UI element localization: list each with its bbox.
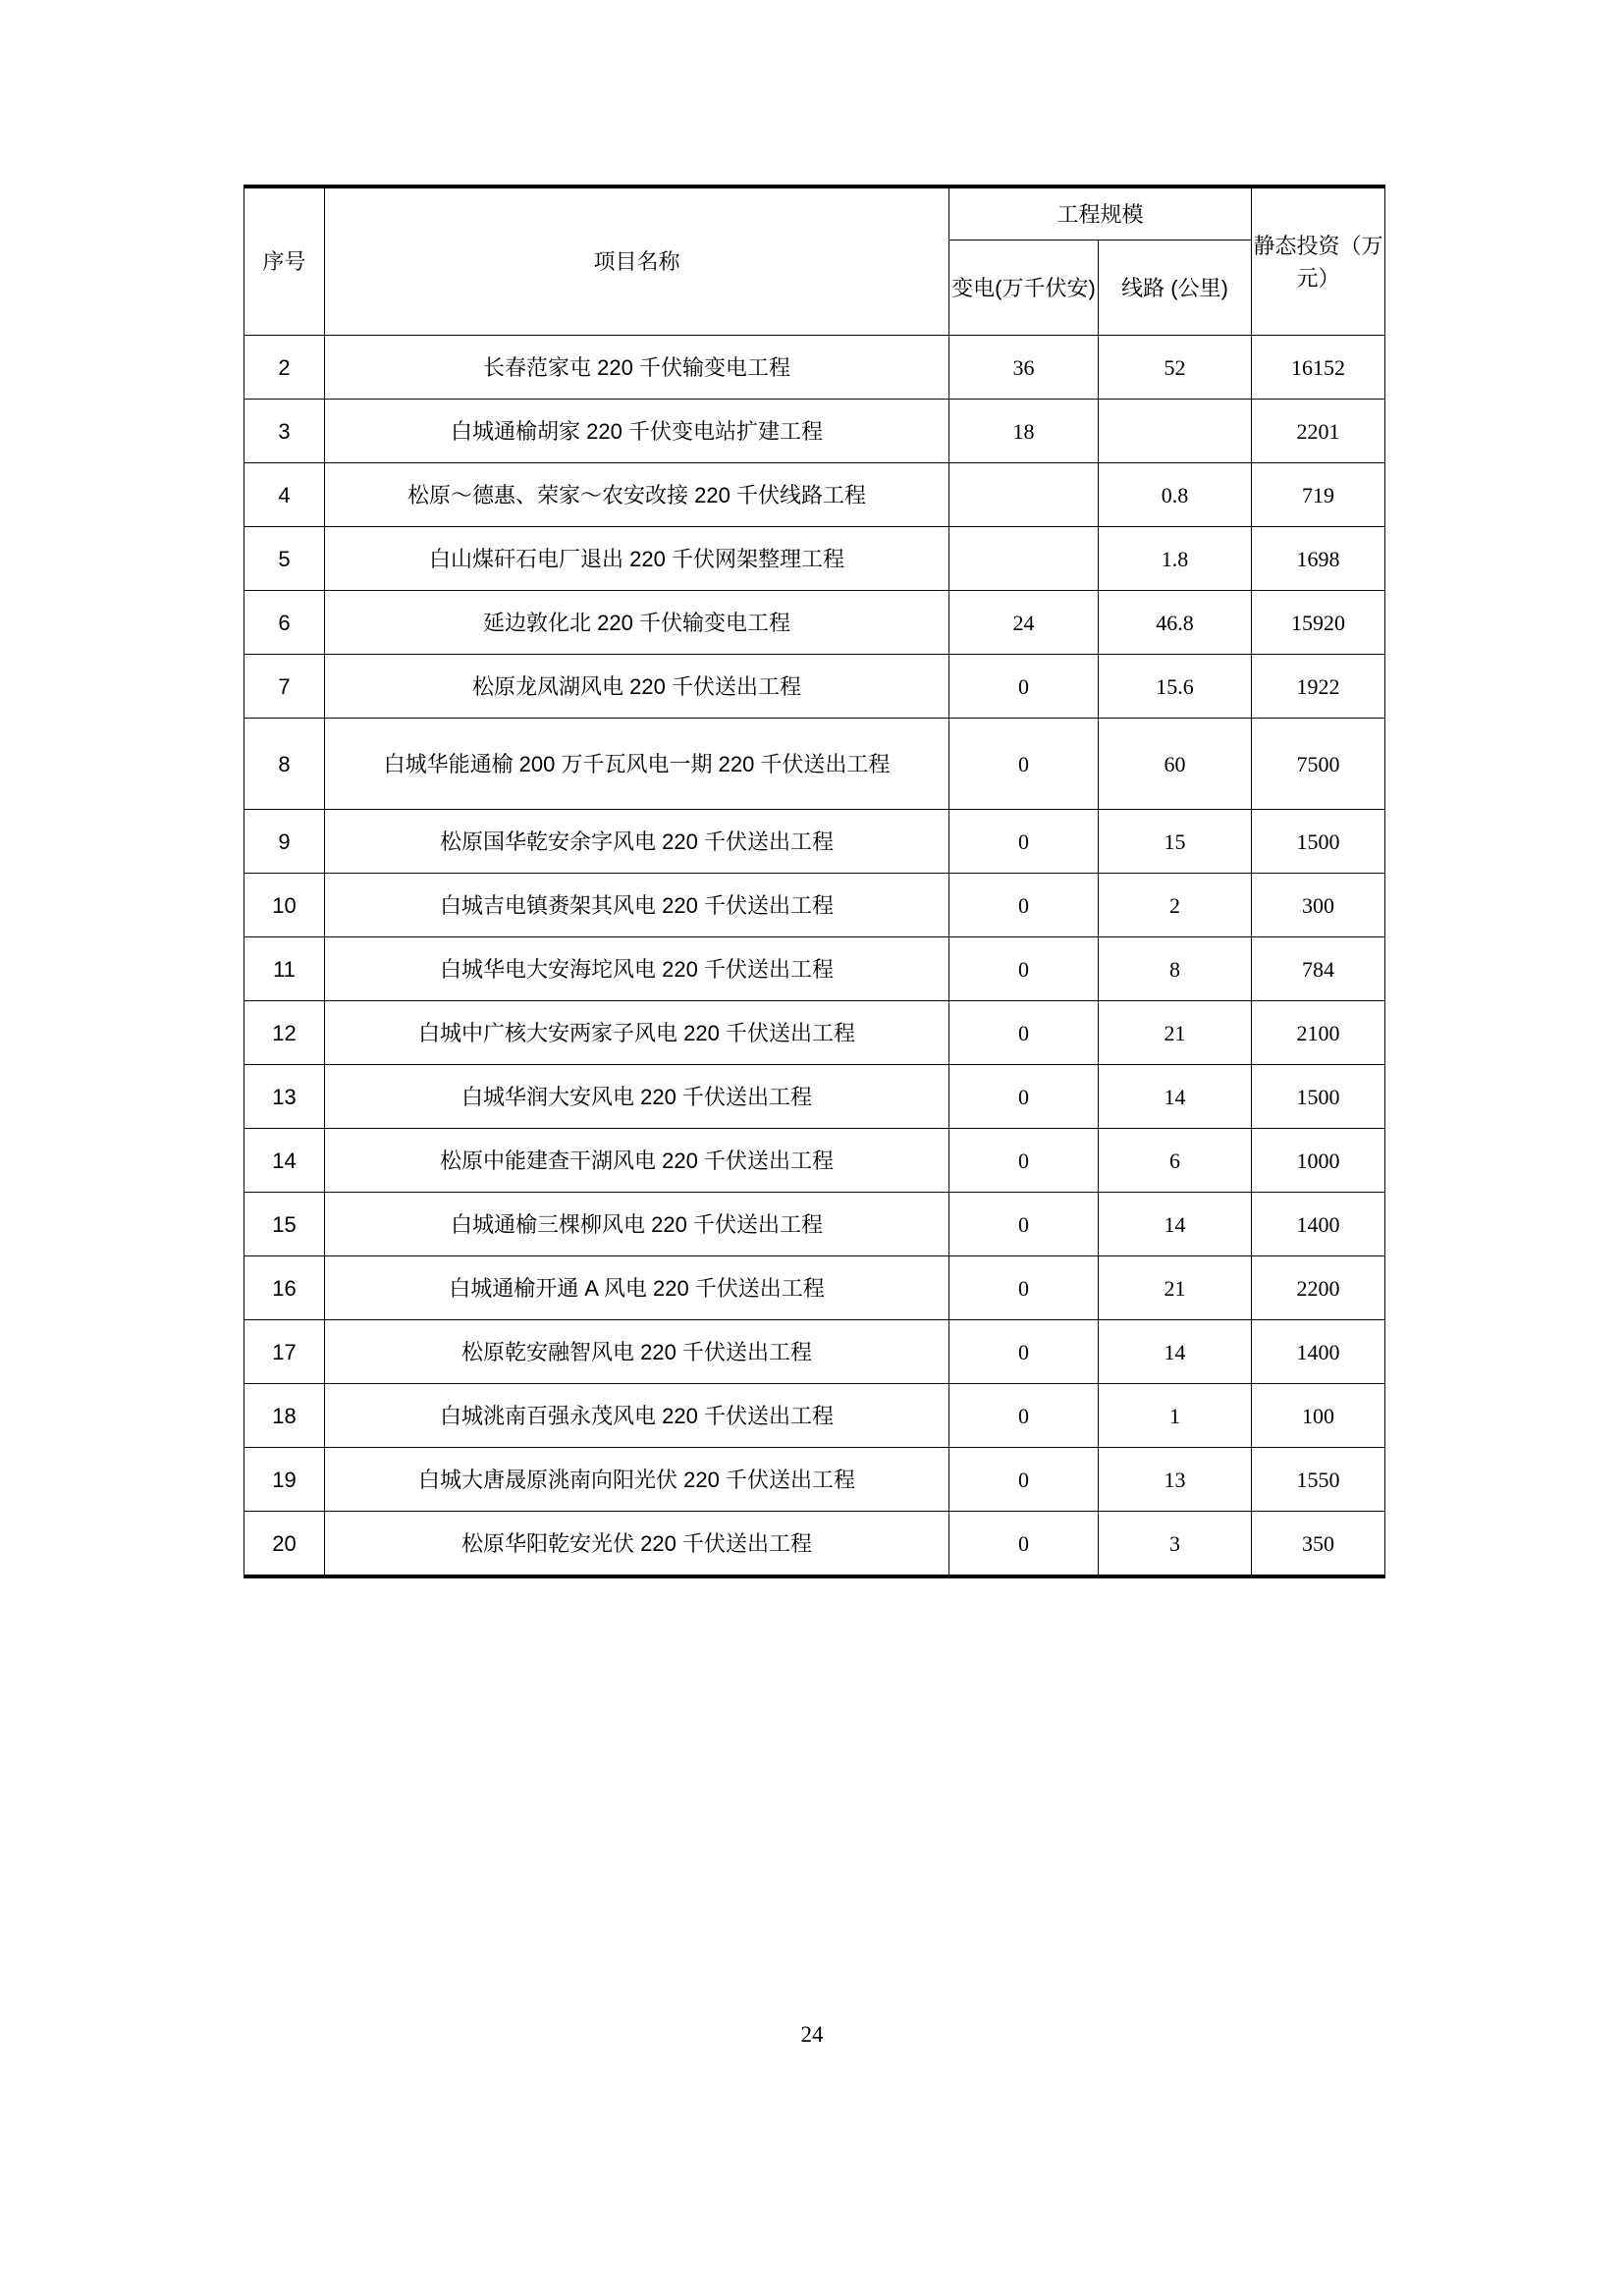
column-header-line: 线路 (公里) [1099,240,1252,336]
cell-line: 1.8 [1099,527,1252,591]
cell-substation [949,463,1099,527]
cell-name: 松原龙凤湖风电 220 千伏送出工程 [325,655,949,719]
cell-line: 8 [1099,937,1252,1001]
cell-name: 白山煤矸石电厂退出 220 千伏网架整理工程 [325,527,949,591]
cell-substation: 0 [949,1193,1099,1256]
cell-substation: 0 [949,810,1099,874]
cell-investment: 719 [1252,463,1385,527]
cell-no: 15 [244,1193,325,1256]
column-header-investment: 静态投资（万元） [1252,187,1385,336]
cell-name: 白城通榆三棵柳风电 220 千伏送出工程 [325,1193,949,1256]
cell-substation: 0 [949,1256,1099,1320]
cell-investment: 300 [1252,874,1385,937]
cell-investment: 1000 [1252,1129,1385,1193]
cell-substation: 0 [949,1129,1099,1193]
cell-name: 长春范家屯 220 千伏输变电工程 [325,336,949,400]
cell-line: 14 [1099,1320,1252,1384]
table-row [244,336,1385,400]
cell-no: 20 [244,1512,325,1577]
cell-no: 5 [244,527,325,591]
column-header-no: 序号 [244,187,325,336]
cell-investment: 1400 [1252,1320,1385,1384]
table-row [244,810,1385,874]
table-row [244,719,1385,810]
cell-investment: 100 [1252,1384,1385,1448]
cell-substation: 0 [949,1065,1099,1129]
cell-name: 白城通榆胡家 220 千伏变电站扩建工程 [325,400,949,463]
cell-name: 白城华能通榆 200 万千瓦风电一期 220 千伏送出工程 [325,719,949,810]
table-row [244,1065,1385,1129]
table-row [244,463,1385,527]
cell-investment: 784 [1252,937,1385,1001]
table-row [244,591,1385,655]
table-row [244,1384,1385,1448]
cell-investment: 1922 [1252,655,1385,719]
cell-no: 7 [244,655,325,719]
cell-name: 松原国华乾安余字风电 220 千伏送出工程 [325,810,949,874]
cell-name: 延边敦化北 220 千伏输变电工程 [325,591,949,655]
table-row [244,1001,1385,1065]
cell-investment: 15920 [1252,591,1385,655]
cell-no: 9 [244,810,325,874]
cell-no: 2 [244,336,325,400]
cell-name: 白城华电大安海坨风电 220 千伏送出工程 [325,937,949,1001]
cell-no: 6 [244,591,325,655]
table-row [244,1193,1385,1256]
cell-substation: 36 [949,336,1099,400]
cell-name: 松原中能建查干湖风电 220 千伏送出工程 [325,1129,949,1193]
column-header-scale-group: 工程规模 [949,187,1252,240]
table-row [244,1512,1385,1577]
cell-substation: 0 [949,1512,1099,1577]
cell-no: 10 [244,874,325,937]
cell-investment: 1500 [1252,1065,1385,1129]
cell-line: 1 [1099,1384,1252,1448]
table-row [244,1129,1385,1193]
cell-line: 21 [1099,1001,1252,1065]
cell-substation: 0 [949,1001,1099,1065]
cell-line: 21 [1099,1256,1252,1320]
cell-line: 2 [1099,874,1252,937]
table-header-row-1 [244,187,1385,240]
cell-name: 松原华阳乾安光伏 220 千伏送出工程 [325,1512,949,1577]
cell-line: 60 [1099,719,1252,810]
table-header [244,187,1385,336]
cell-name: 白城通榆开通 A 风电 220 千伏送出工程 [325,1256,949,1320]
table-row [244,1256,1385,1320]
project-table [244,185,1385,1578]
table-row [244,874,1385,937]
cell-line: 14 [1099,1193,1252,1256]
cell-investment: 1550 [1252,1448,1385,1512]
cell-substation: 0 [949,1320,1099,1384]
cell-investment: 2201 [1252,400,1385,463]
cell-substation: 18 [949,400,1099,463]
cell-line: 0.8 [1099,463,1252,527]
cell-investment: 1500 [1252,810,1385,874]
cell-investment: 2200 [1252,1256,1385,1320]
cell-no: 8 [244,719,325,810]
cell-investment: 16152 [1252,336,1385,400]
cell-no: 14 [244,1129,325,1193]
table-row [244,937,1385,1001]
cell-line: 13 [1099,1448,1252,1512]
cell-no: 18 [244,1384,325,1448]
cell-name: 松原乾安融智风电 220 千伏送出工程 [325,1320,949,1384]
cell-investment: 1400 [1252,1193,1385,1256]
cell-name: 白城华润大安风电 220 千伏送出工程 [325,1065,949,1129]
cell-substation: 0 [949,937,1099,1001]
table-row [244,1448,1385,1512]
cell-substation: 24 [949,591,1099,655]
cell-no: 13 [244,1065,325,1129]
cell-no: 12 [244,1001,325,1065]
cell-line: 14 [1099,1065,1252,1129]
cell-no: 11 [244,937,325,1001]
cell-line [1099,400,1252,463]
table-row [244,527,1385,591]
cell-substation: 0 [949,719,1099,810]
cell-substation: 0 [949,655,1099,719]
cell-investment: 350 [1252,1512,1385,1577]
table-row [244,1320,1385,1384]
cell-no: 4 [244,463,325,527]
column-header-name: 项目名称 [325,187,949,336]
cell-substation: 0 [949,1448,1099,1512]
table-row [244,655,1385,719]
cell-investment: 7500 [1252,719,1385,810]
cell-name: 松原～德惠、荣家～农安改接 220 千伏线路工程 [325,463,949,527]
cell-name: 白城大唐晟原洮南向阳光伏 220 千伏送出工程 [325,1448,949,1512]
cell-line: 46.8 [1099,591,1252,655]
table-body [244,336,1385,1577]
cell-no: 17 [244,1320,325,1384]
cell-investment: 2100 [1252,1001,1385,1065]
cell-no: 3 [244,400,325,463]
project-table-container [244,185,1384,1578]
cell-line: 52 [1099,336,1252,400]
cell-name: 白城中广核大安两家子风电 220 千伏送出工程 [325,1001,949,1065]
cell-substation [949,527,1099,591]
cell-no: 19 [244,1448,325,1512]
cell-line: 15 [1099,810,1252,874]
cell-line: 3 [1099,1512,1252,1577]
cell-substation: 0 [949,1384,1099,1448]
cell-investment: 1698 [1252,527,1385,591]
column-header-substation: 变电(万千伏安) [949,240,1099,336]
cell-no: 16 [244,1256,325,1320]
cell-substation: 0 [949,874,1099,937]
cell-line: 15.6 [1099,655,1252,719]
table-row [244,400,1385,463]
cell-name: 白城洮南百强永茂风电 220 千伏送出工程 [325,1384,949,1448]
cell-line: 6 [1099,1129,1252,1193]
cell-name: 白城吉电镇赉架其风电 220 千伏送出工程 [325,874,949,937]
page-number: 24 [800,2022,824,2047]
